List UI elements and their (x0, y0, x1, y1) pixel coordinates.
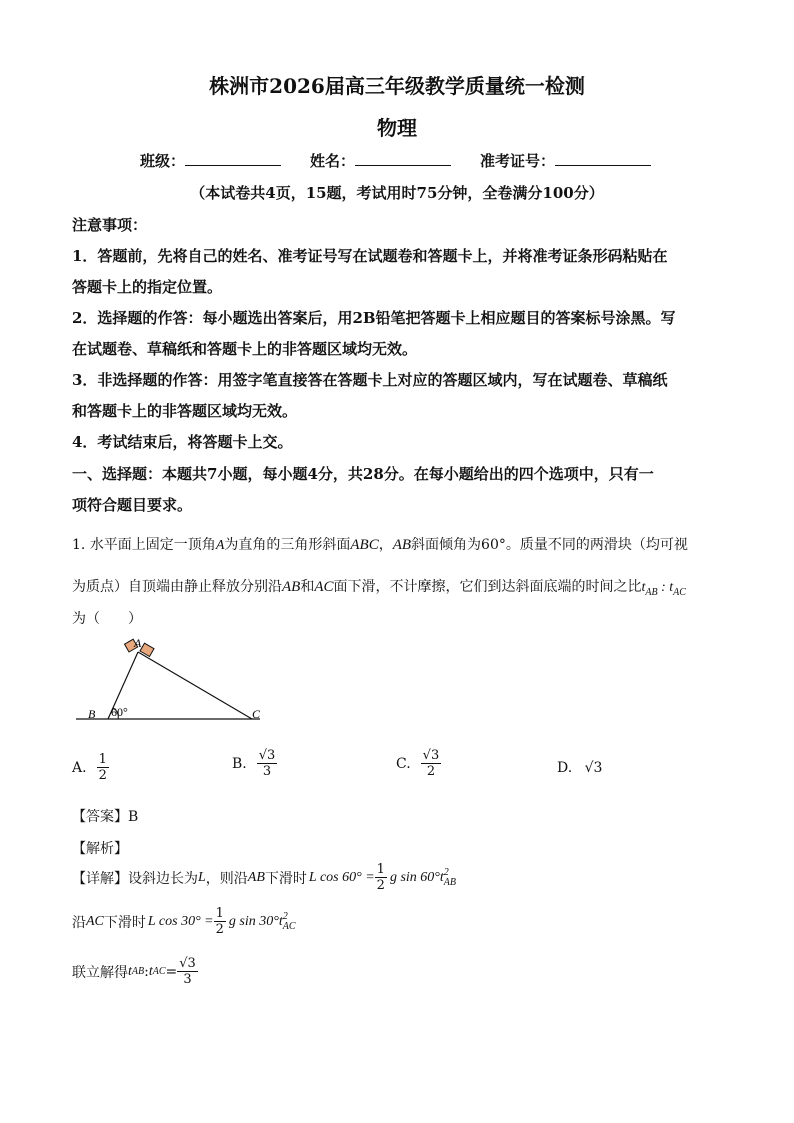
notice-line: 在试题卷、草稿纸和答题卡上的非答题区域均无效。 (72, 340, 418, 358)
math-expr: g sin 30°t (228, 913, 283, 929)
question-text: ， (378, 537, 393, 553)
math-superscript: 2 (443, 866, 449, 878)
option-label: D. (557, 760, 573, 776)
option-c (396, 748, 441, 779)
question-1-line2 (72, 576, 686, 598)
fraction-numerator: 1 (376, 862, 385, 877)
math-expr: L cos 60° = (308, 869, 375, 885)
math-expr: g sin 60°t (389, 869, 444, 885)
fraction-denominator: 3 (262, 764, 272, 779)
fraction-numerator: 1 (98, 752, 107, 767)
math-var: AC (86, 913, 104, 929)
math-var: L (198, 869, 206, 885)
name-blank (355, 151, 451, 166)
math-fraction (375, 862, 387, 893)
detail-label: 【详解】 (72, 870, 128, 887)
answer-value: B (128, 809, 139, 825)
fraction-denominator: 2 (98, 768, 107, 783)
analysis-text: 沿 (72, 914, 86, 931)
subject-title: 物理 (377, 116, 417, 140)
analysis-text: 下滑时 (103, 914, 146, 931)
option-label: B. (232, 755, 247, 772)
option-fraction (421, 748, 442, 779)
answer-label: 【答案】 (72, 809, 128, 825)
option-label: C. (396, 755, 411, 772)
exam-title: 株洲市2026届高三年级教学质量统一检测 (209, 74, 585, 98)
math-var: A (215, 538, 225, 553)
notice-heading: 注意事项： (72, 216, 148, 234)
question-text: 和 (300, 579, 315, 595)
math-subscript: AB (131, 966, 145, 977)
fraction-denominator: 3 (183, 972, 192, 987)
class-blank (185, 151, 281, 166)
notice-line: 1．答题前，先将自己的姓名、准考证号写在试题卷和答题卡上，并将准考证条形码粘贴在 (72, 247, 668, 265)
notice-line: 2．选择题的作答：每小题选出答案后，用2B铅笔把答题卡上相应题目的答案标号涂黑。写 (72, 309, 676, 327)
question-text: 为直角的三角形斜面 (224, 537, 351, 553)
answer-line (72, 806, 138, 826)
analysis-line3 (72, 956, 198, 987)
analysis-label: 【解析】 (72, 841, 128, 857)
math-superscript: 2 (282, 910, 288, 922)
notice-line: 3．非选择题的作答：用签字笔直接答在答题卡上对应的答题区域内，写在试题卷、草稿纸 (72, 371, 668, 389)
slope-ac (138, 652, 252, 719)
math-var: ABC (350, 537, 379, 553)
fraction-numerator: 1 (215, 906, 224, 921)
fraction-denominator: 2 (215, 922, 224, 937)
math-expr: L cos 30° = (147, 913, 214, 929)
exam-note: （本试卷共4页，15题，考试用时75分钟，全卷满分100分） (190, 184, 604, 202)
math-subscript: AB (443, 876, 456, 888)
math-var: AC (314, 579, 334, 595)
math-var: AB (392, 537, 412, 553)
option-fraction (97, 752, 109, 783)
notice-line: 和答题卡上的非答题区域均无效。 (72, 402, 298, 420)
question-text: 水平面上固定一顶角 (89, 537, 216, 553)
name-label: 姓名： (310, 152, 356, 170)
math-op: : (657, 580, 670, 595)
class-label: 班级： (140, 152, 186, 170)
analysis-line2 (72, 906, 296, 937)
notice-line: 4．考试结束后，将答题卡上交。 (72, 433, 293, 451)
class-field (140, 150, 281, 171)
fraction-numerator: √3 (179, 956, 196, 971)
option-b (232, 748, 277, 779)
math-scripts (444, 868, 456, 888)
analysis-text: 联立解得 (72, 964, 128, 981)
exam-id-label: 准考证号： (480, 152, 556, 170)
question-1-line1 (72, 534, 688, 554)
exam-id-blank (555, 151, 651, 166)
option-fraction (257, 748, 278, 779)
math-fraction (177, 956, 198, 987)
option-d (557, 760, 602, 776)
question-text: 斜面倾角为60°。质量不同的两滑块（均可视 (411, 537, 688, 553)
math-var: t (641, 580, 646, 595)
fraction-denominator: 2 (426, 764, 436, 779)
math-op: = (165, 963, 178, 980)
math-scripts (283, 912, 296, 932)
option-label: A. (72, 759, 87, 776)
triangle-figure (74, 638, 264, 724)
vertex-label-c: C (252, 707, 261, 721)
analysis-text: 下滑时 (264, 870, 307, 887)
fraction-numerator: √3 (422, 748, 440, 763)
option-a (72, 752, 109, 783)
section-heading-line1: 一、选择题：本题共7小题，每小题4分，共28分。在每小题给出的四个选项中，只有一 (72, 465, 654, 483)
exam-id-field (480, 150, 651, 171)
math-var: t (128, 963, 132, 979)
math-op: : (144, 963, 149, 980)
name-field (310, 150, 451, 171)
math-fraction (214, 906, 226, 937)
math-var: t (148, 963, 153, 979)
vertex-label-a: A (134, 638, 142, 650)
math-var: AB (282, 579, 301, 595)
angle-label: 60° (111, 705, 128, 719)
analysis-line1 (72, 862, 456, 893)
fraction-numerator: √3 (258, 748, 276, 763)
question-number: 1. (72, 537, 86, 553)
question-text: 面下滑，不计摩擦，它们到达斜面底端的时间之比 (333, 579, 642, 595)
math-subscript: AC (282, 920, 296, 932)
analysis-text: ，则沿 (205, 870, 248, 887)
vertex-label-b: B (88, 707, 96, 721)
notice-line: 答题卡上的指定位置。 (72, 278, 223, 296)
analysis-text: 设斜边长为 (128, 870, 198, 887)
math-subscript: AB (645, 586, 658, 598)
math-var: t (669, 580, 674, 595)
fraction-denominator: 2 (376, 878, 385, 893)
section-heading-line2: 项符合题目要求。 (72, 496, 193, 514)
question-text: 为质点）自顶端由静止释放分别沿 (72, 579, 282, 595)
option-value: √3 (584, 760, 603, 776)
time-ratio (641, 580, 686, 598)
math-subscript: AC (152, 966, 166, 977)
math-subscript: AC (673, 586, 686, 598)
math-var: AB (247, 869, 265, 885)
question-1-line3: 为（ ） (72, 611, 142, 627)
